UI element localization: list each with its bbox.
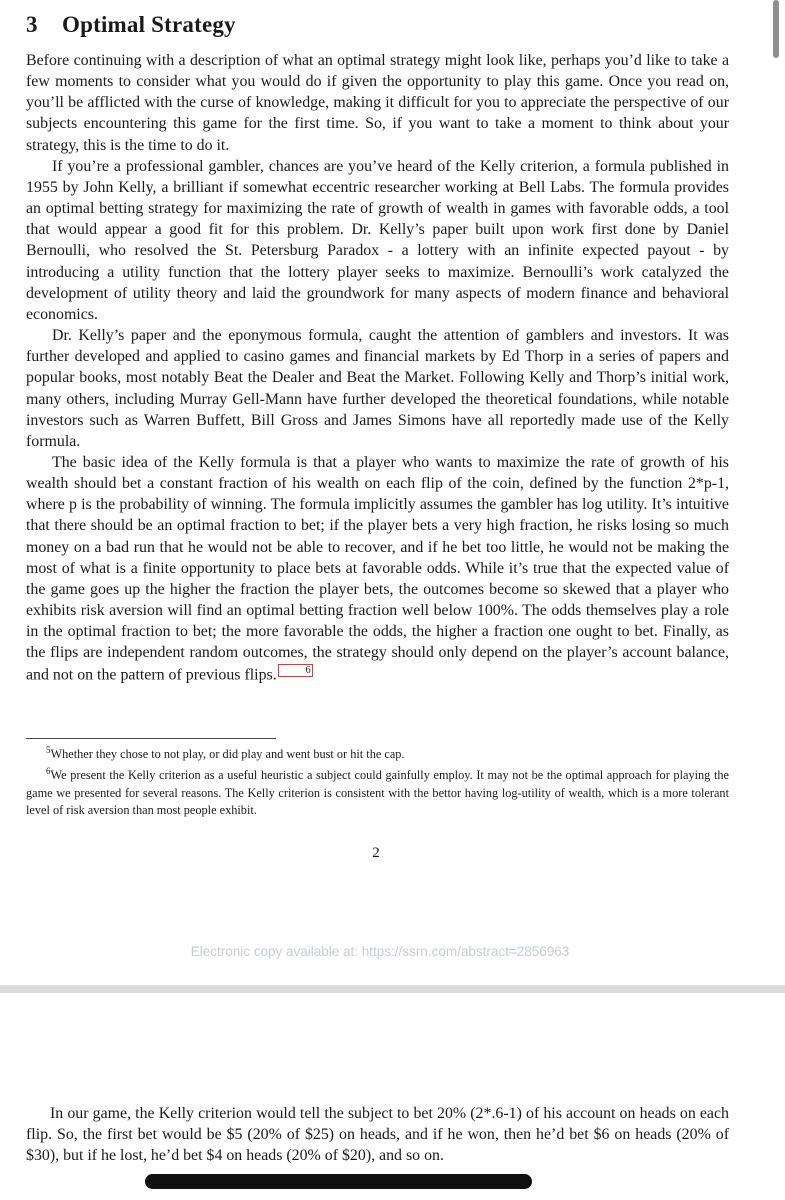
scrollbar[interactable]	[773, 0, 779, 58]
body-text	[26, 1103, 729, 1166]
footnote-divider	[26, 738, 276, 739]
footnote-text: Whether they chose to not play, or did play and went bust or hit the cap.	[50, 747, 405, 762]
footnote-mark: 6	[46, 766, 51, 777]
paragraph: Before continuing with a description of what an optimal strategy might look like, perhaps you’d like to take a few moments to consider what you would do if given the opportunity to play this game. Once you read on, you’ll be afflicted with the curse of knowledge, making it difficult for you to appreciate the perspective of our subjects encountering this game for the first time. So, if you want to take a moment to think about your strategy, this is the time to do it.	[26, 52, 729, 154]
footnote-mark: 5	[46, 745, 51, 755]
home-indicator[interactable]	[145, 1174, 532, 1189]
ssrn-watermark: Electronic copy available at: https://ssrn.com/abstract=2856963	[190, 944, 570, 959]
footnote	[26, 742, 729, 763]
section-title: Optimal Strategy	[62, 12, 236, 37]
paragraph-text: The basic idea of the Kelly formula is that a player who wants to maximize the rate of growth of his wealth should bet a constant fraction of his wealth on each flip of the coin, defined by the function 2*p-1, where p is the probability of winning. The formula implicitly assumes the gambler has log utility. It’s intuitive that there should be an optimal fraction to bet; if the player bets a very high fraction, he risks losing so much money on a bad run that he would not be able to recover, and if he bet too little, he would not be making the most of what is a finite opportunity to place bets at favorable odds. While it’s true that the expected value of the game goes up the higher the fraction the player bets, the outcomes become so skewed that a player who exhibits risk aversion will find an optimal betting fraction well below 100%. The odds themselves play a role in the optimal fraction to bet; the more favorable the odds, the higher a fraction one ought to bet. Finally, as the flips are independent random outcomes, the strategy should only depend on the player’s account balance, and not on the pattern of previous flips.	[26, 453, 729, 683]
footnotes	[26, 742, 729, 819]
section-number: 3	[26, 12, 38, 37]
paragraph: Dr. Kelly’s paper and the eponymous formula, caught the attention of gamblers and investors. It was further developed and applied to casino games and financial markets by Ed Thorp in a series of papers and popular books, most notably Beat the Dealer and Beat the Market. Following Kelly and Thorp’s initial work, many others, including Murray Gell-Mann have further developed the theoretical foundations, while notable investors such as Warren Buffett, Bill Gross and James Simons have all reportedly made use of the Kelly formula.	[26, 327, 729, 450]
paragraph: In our game, the Kelly criterion would tell the subject to bet 20% (2*.6-1) of his account on heads on each flip. So, the first bet would be $5 (20% of $25) on heads, and if he won, then he’d bet $6 on heads (20% of $30), but if he lost, he’d bet $4 on heads (20% of $20), and so on.	[26, 1105, 729, 1165]
paragraph: If you’re a professional gambler, chances are you’ve heard of the Kelly criterion, a formula published in 1955 by John Kelly, a brilliant if somewhat eccentric researcher working at Bell Labs. The formula provides an optimal betting strategy for maximizing the rate of growth of wealth in games with favorable odds, a tool that would appear a good fit for this problem. Dr. Kelly’s paper built upon work first done by Daniel Bernoulli, who resolved the St. Petersburg Paradox - a lottery with an infinite expected payout - by introducing a utility function that the lottery player seeks to maximize. Bernoulli’s work catalyzed the development of utility theory and laid the groundwork for many aspects of modern finance and behavioral economics.	[26, 157, 729, 323]
paragraph-with-footnote	[26, 452, 729, 685]
footnote-link[interactable]: 6	[278, 664, 313, 677]
footnote	[26, 763, 729, 819]
page-separator	[0, 985, 785, 993]
body-text	[26, 50, 729, 685]
footnote-text: We present the Kelly criterion as a useful heuristic a subject could gainfully employ. It may not be the optimal approach for playing the game we presented for several reasons. The Kelly criterion is consistent with the bettor having log-utility of wealth, which is a more tolerant level of risk aversion than most people exhibit.	[26, 768, 729, 818]
pdf-page-3	[0, 993, 785, 1200]
page-number: 2	[372, 845, 380, 861]
section-heading	[26, 12, 236, 38]
